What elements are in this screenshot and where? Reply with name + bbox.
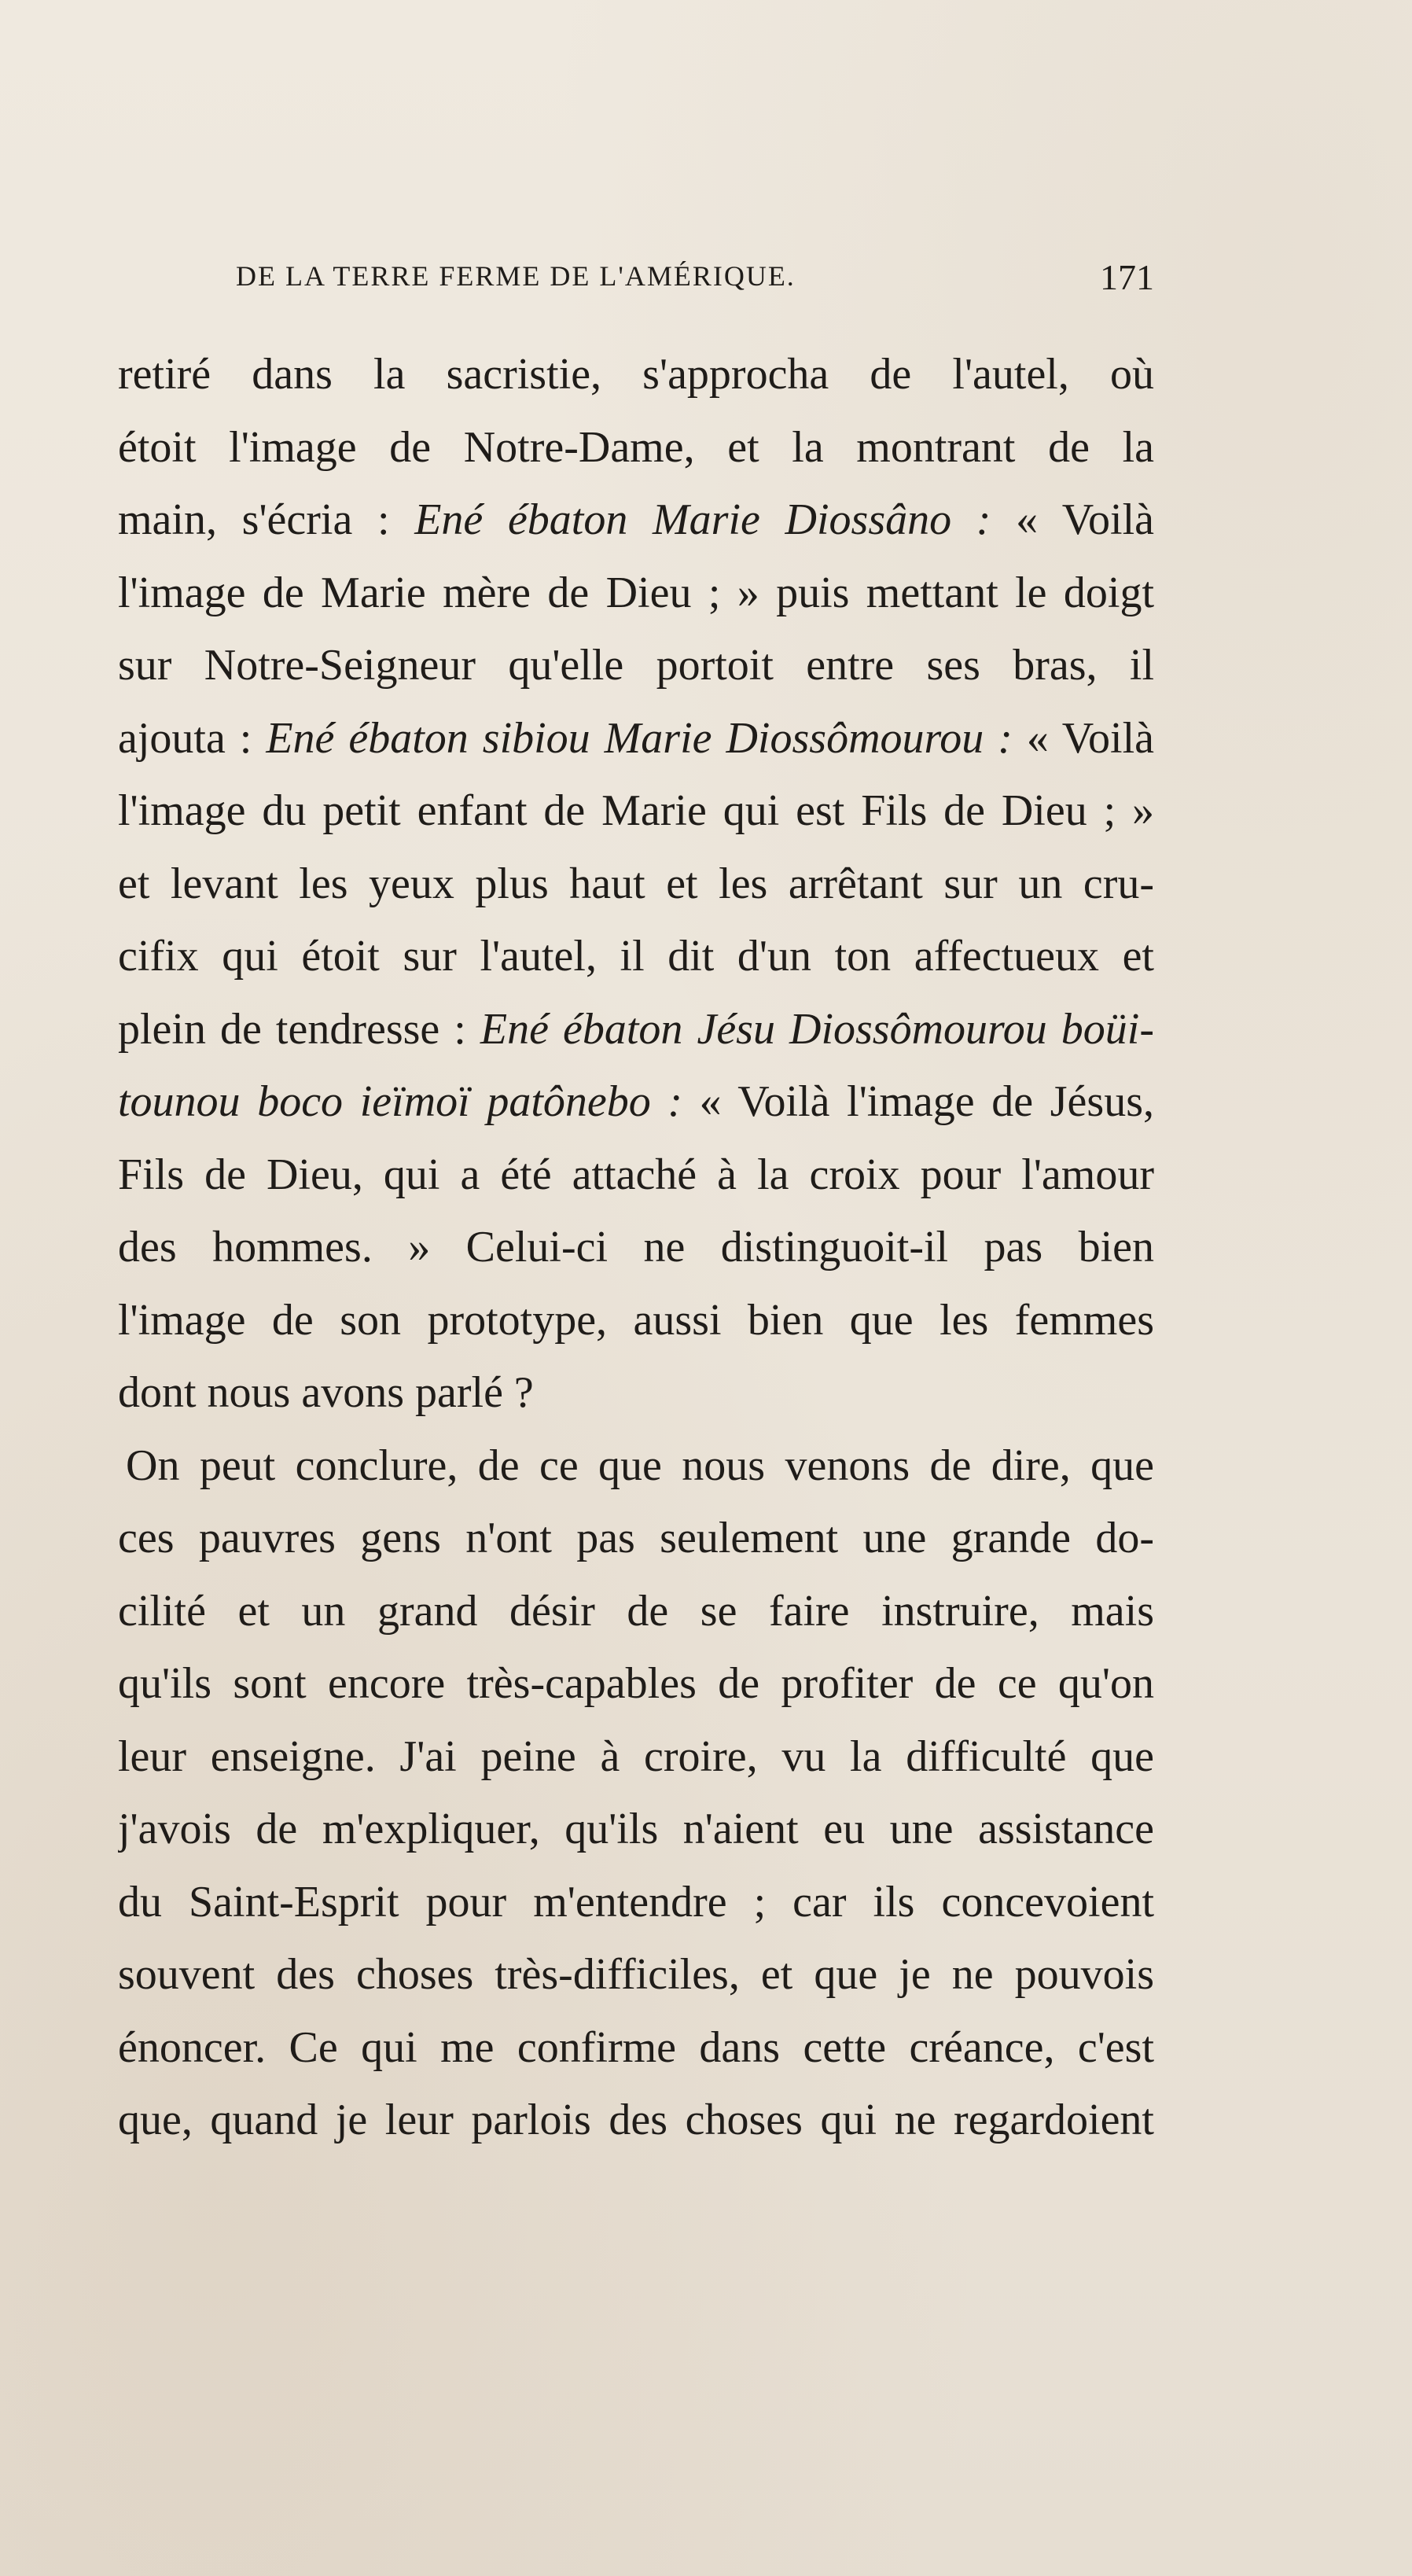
text-run: plein de tendresse :: [118, 1004, 480, 1054]
paragraph-2: [118, 1430, 1154, 2157]
text-line: sur Notre-Seigneur qu'elle portoit entre ses bras, il: [118, 641, 1154, 690]
page-number: 171: [1100, 257, 1154, 297]
text-line: j'avois de m'expliquer, qu'ils n'aient eu une assistance: [118, 1805, 1154, 1853]
text-line: Fils de Dieu, qui a été attaché à la croix pour l'amour: [118, 1150, 1154, 1199]
text-line: On peut conclure, de ce que nous venons de dire, que: [126, 1441, 1154, 1490]
text-line: cilité et un grand désir de se faire instruire, mais: [118, 1586, 1154, 1636]
text-line: l'image de Marie mère de Dieu ; » puis mettant le doigt: [118, 568, 1154, 617]
text-line: [118, 1065, 1154, 1139]
italic-phrase: Ené ébaton sibiou Marie Diossômourou :: [266, 713, 1013, 763]
text-line: retiré dans la sacristie, s'approcha de l'autel, où: [118, 350, 1154, 399]
text-run: ajouta :: [118, 713, 267, 763]
page-header: [236, 259, 1154, 315]
text-line: qu'ils sont encore très-capables de profiter de ce qu'on: [118, 1659, 1154, 1708]
text-line: que, quand je leur parlois des choses qui ne regardoient: [118, 2096, 1154, 2144]
text-line: dont nous avons parlé ?: [118, 1368, 534, 1417]
text-line: étoit l'image de Notre-Dame, et la montrant de la: [118, 422, 1154, 472]
text-line: l'image de son prototype, aussi bien que les femmes: [118, 1295, 1154, 1345]
body-text: [118, 338, 1154, 2157]
text-line: leur enseigne. J'ai peine à croire, vu la difficulté que: [118, 1731, 1154, 1781]
italic-phrase: Ené ébaton Jésu Diossômourou boüi-: [480, 1004, 1154, 1054]
text-line: ces pauvres gens n'ont pas seulement une grande do-: [118, 1514, 1154, 1562]
italic-phrase: Ené ébaton Marie Diossâno :: [414, 495, 991, 544]
text-line: l'image du petit enfant de Marie qui est Fils de Dieu ; »: [118, 786, 1154, 835]
text-line: [118, 702, 1154, 775]
text-line: [118, 993, 1154, 1066]
text-run: « Voilà: [991, 495, 1154, 544]
text-line: cifix qui étoit sur l'autel, il dit d'un ton affectueux et: [118, 932, 1154, 981]
text-run: « Voilà: [1012, 713, 1154, 763]
italic-phrase: tounou boco ieïmoï patônebo :: [118, 1077, 683, 1126]
text-line: des hommes. » Celui-ci ne distinguoit-il pas bien: [118, 1223, 1154, 1271]
text-line: énoncer. Ce qui me confirme dans cette créance, c'est: [118, 2022, 1154, 2072]
text-line: et levant les yeux plus haut et les arrêtant sur un cru-: [118, 859, 1154, 908]
paragraph-1: [118, 338, 1154, 1430]
text-line: du Saint-Esprit pour m'entendre ; car ils concevoient: [118, 1877, 1154, 1926]
text-line: souvent des choses très-difficiles, et que je ne pouvois: [118, 1950, 1154, 1999]
text-run: main, s'écria :: [118, 495, 415, 544]
text-line: [118, 484, 1154, 557]
running-head: DE LA TERRE FERME DE L'AMÉRIQUE.: [236, 260, 796, 292]
text-run: « Voilà l'image de Jésus,: [682, 1077, 1154, 1126]
